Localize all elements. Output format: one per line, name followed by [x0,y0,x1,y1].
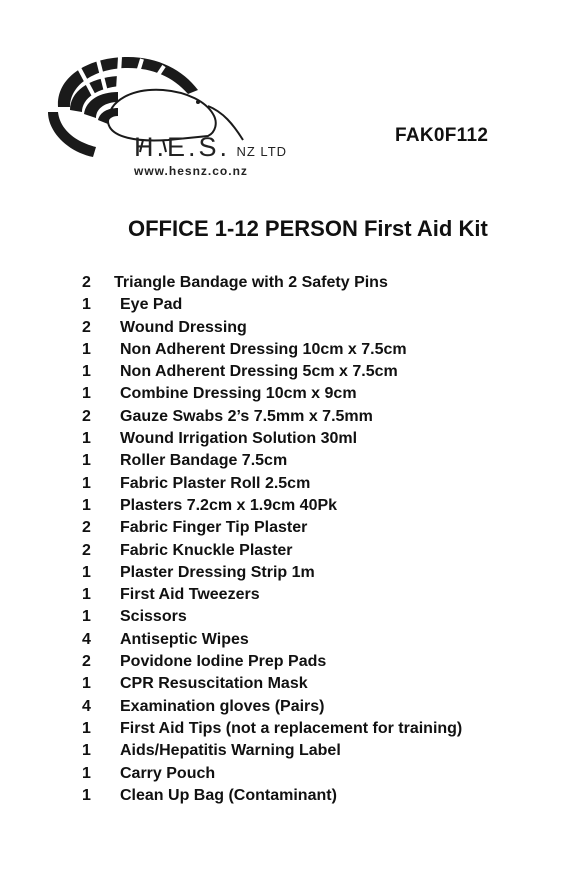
list-item [0,475,573,497]
item-description: Combine Dressing 10cm x 9cm [120,385,357,403]
item-description: Fabric Knuckle Plaster [120,541,293,559]
list-item [0,720,573,742]
product-code: FAK0F112 [395,125,489,146]
list-item [0,497,573,519]
item-description: Gauze Swabs 2’s 7.5mm x 7.5mm [120,407,373,425]
item-quantity: 1 [82,385,91,403]
list-item [0,341,573,363]
list-item [0,452,573,474]
logo-text [134,132,287,163]
item-description: Povidone Iodine Prep Pads [120,653,327,671]
item-description: Plasters 7.2cm x 1.9cm 40Pk [120,496,338,514]
item-description: Examination gloves (Pairs) [120,697,325,715]
item-quantity: 1 [82,296,91,314]
list-item [0,363,573,385]
item-quantity: 2 [82,541,91,559]
logo-website: www.hesnz.co.nz [134,164,248,178]
list-item [0,408,573,430]
item-description: Clean Up Bag (Contaminant) [120,786,337,804]
list-item [0,586,573,608]
item-quantity: 2 [82,653,91,671]
item-quantity: 1 [82,474,91,492]
item-quantity: 1 [82,719,91,737]
list-item [0,564,573,586]
item-quantity: 1 [82,363,91,381]
item-description: Wound Irrigation Solution 30ml [120,430,358,448]
item-description: Fabric Plaster Roll 2.5cm [120,474,311,492]
company-logo [48,52,288,180]
item-quantity: 1 [82,608,91,626]
item-quantity: 1 [82,764,91,782]
list-item [0,385,573,407]
logo-suffix: NZ LTD [236,144,288,159]
logo-brand: H.E.S. [134,132,231,162]
list-item [0,608,573,630]
item-description: Carry Pouch [120,764,216,782]
item-quantity: 2 [82,318,91,336]
item-quantity: 1 [82,786,91,804]
item-quantity: 1 [82,675,91,693]
item-quantity: 2 [82,407,91,425]
list-item [0,274,573,296]
item-description: Roller Bandage 7.5cm [120,452,288,470]
list-item [0,296,573,318]
item-quantity: 4 [82,697,91,715]
list-item [0,742,573,764]
item-description: Triangle Bandage with 2 Safety Pins [114,274,388,291]
item-description: Non Adherent Dressing 10cm x 7.5cm [120,340,407,358]
item-list [0,274,573,809]
item-description: CPR Resuscitation Mask [120,675,308,693]
item-quantity: 1 [82,496,91,514]
item-quantity: 2 [82,274,91,291]
item-description: Antiseptic Wipes [120,630,249,648]
item-description: First Aid Tips (not a replacement for training) [120,719,463,737]
item-description: Scissors [120,608,187,626]
list-item [0,430,573,452]
item-quantity: 1 [82,340,91,358]
list-item [0,631,573,653]
list-item [0,787,573,809]
item-description: Plaster Dressing Strip 1m [120,563,315,581]
list-item [0,675,573,697]
item-quantity: 4 [82,630,91,648]
list-item [0,698,573,720]
item-quantity: 1 [82,742,91,760]
page-title: OFFICE 1-12 PERSON First Aid Kit [128,216,488,241]
list-item [0,765,573,787]
item-description: Fabric Finger Tip Plaster [120,519,308,537]
list-item [0,319,573,341]
item-quantity: 1 [82,452,91,470]
item-description: Aids/Hepatitis Warning Label [120,742,341,760]
list-item [0,653,573,675]
item-description: Non Adherent Dressing 5cm x 7.5cm [120,363,398,381]
list-item [0,542,573,564]
item-quantity: 1 [82,430,91,448]
list-item [0,519,573,541]
item-quantity: 2 [82,519,91,537]
item-quantity: 1 [82,586,91,604]
item-description: First Aid Tweezers [120,586,260,604]
item-description: Wound Dressing [120,318,247,336]
item-quantity: 1 [82,563,91,581]
item-description: Eye Pad [120,296,183,314]
